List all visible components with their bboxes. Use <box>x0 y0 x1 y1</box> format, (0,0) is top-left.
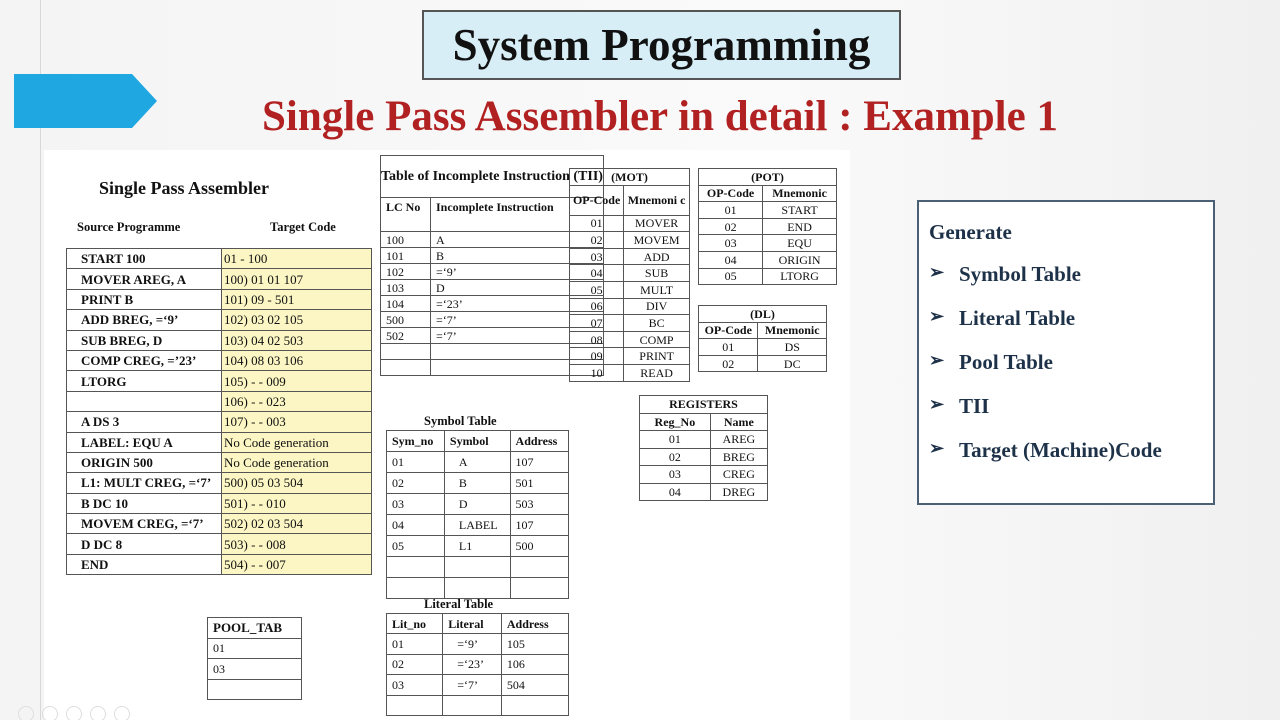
tii-row-cell: 100 <box>381 232 431 248</box>
generate-item-label: TII <box>959 394 990 418</box>
mot-row <box>570 331 690 348</box>
dl-table <box>698 305 827 372</box>
title-box <box>422 10 901 80</box>
mot-row-cell: MOVER <box>624 215 690 232</box>
generate-item <box>929 438 1162 482</box>
symbol-row-cell: 107 <box>510 515 568 536</box>
target-code: 106) - - 023 <box>222 391 372 411</box>
symbol-row-header: Symbol <box>444 431 510 452</box>
tii-row-cell: 101 <box>381 248 431 264</box>
mot-table <box>569 168 690 382</box>
symbol-row-cell: 04 <box>387 515 445 536</box>
program-row <box>67 452 372 472</box>
program-row <box>67 432 372 452</box>
pool-row <box>208 679 302 700</box>
program-row <box>67 269 372 289</box>
mot-row <box>570 248 690 265</box>
register-row <box>640 448 768 466</box>
literal-row <box>387 654 569 674</box>
mot-row <box>570 364 690 381</box>
pot-row-cell: 04 <box>699 251 763 268</box>
target-code: 102) 03 02 105 <box>222 310 372 330</box>
literal-row-cell: 105 <box>501 634 568 654</box>
tii-row-cell <box>381 344 431 360</box>
program-row <box>67 330 372 350</box>
symbol-table <box>386 430 569 599</box>
symbol-row <box>387 452 569 473</box>
literal-row-cell: 106 <box>501 654 568 674</box>
mot-col-opcode: OP-Code <box>570 185 624 215</box>
dl-row-cell: 01 <box>699 339 758 356</box>
target-code: 105) - - 009 <box>222 371 372 391</box>
symbol-row-header: Sym_no <box>387 431 445 452</box>
target-code: 502) 02 03 504 <box>222 514 372 534</box>
mot-row <box>570 281 690 298</box>
slide-subtitle: Single Pass Assembler in detail : Example 1 <box>262 93 1058 140</box>
program-row <box>67 249 372 269</box>
pool-cell: 01 <box>208 638 302 659</box>
symbol-row-cell <box>387 557 445 578</box>
program-row <box>67 514 372 534</box>
pot-row-cell: START <box>763 202 837 219</box>
mot-row-cell: 04 <box>570 265 624 282</box>
source-line: MOVER AREG, A <box>67 269 222 289</box>
registers-col-regno: Reg_No <box>640 413 711 431</box>
register-row-cell: 04 <box>640 483 711 501</box>
target-code: 103) 04 02 503 <box>222 330 372 350</box>
mot-row <box>570 348 690 365</box>
slide-title: System Programming <box>452 20 871 70</box>
symbol-row <box>387 557 569 578</box>
literal-row <box>387 634 569 654</box>
dl-row <box>699 355 827 372</box>
pot-row-cell: EQU <box>763 235 837 252</box>
generate-item-label: Pool Table <box>959 350 1053 374</box>
pot-col-opcode: OP-Code <box>699 185 763 202</box>
mot-row-cell: 08 <box>570 331 624 348</box>
literal-row <box>387 695 569 715</box>
target-heading: Target Code <box>270 220 336 234</box>
arrowhead-bullet-icon: ➢ <box>929 262 945 282</box>
registers-title: REGISTERS <box>640 396 768 414</box>
literal-row-header: Literal <box>443 614 502 634</box>
pot-row-cell: END <box>763 218 837 235</box>
register-row <box>640 483 768 501</box>
source-line: A DS 3 <box>67 412 222 432</box>
pool-table <box>207 617 302 700</box>
program-row <box>67 493 372 513</box>
symbol-row-cell: LABEL <box>444 515 510 536</box>
program-row <box>67 371 372 391</box>
symbol-row-cell: B <box>444 473 510 494</box>
register-row-cell: AREG <box>710 431 767 449</box>
target-code: 01 - 100 <box>222 249 372 269</box>
mot-row-cell: MULT <box>624 281 690 298</box>
mot-row <box>570 232 690 249</box>
source-line: L1: MULT CREG, =‘7’ <box>67 473 222 493</box>
target-code: 501) - - 010 <box>222 493 372 513</box>
symbol-row <box>387 536 569 557</box>
pot-row <box>699 202 837 219</box>
mot-row-cell: 10 <box>570 364 624 381</box>
register-row-cell: 01 <box>640 431 711 449</box>
generate-heading: Generate <box>929 220 1012 244</box>
pot-row-cell: ORIGIN <box>763 251 837 268</box>
mot-row-cell: COMP <box>624 331 690 348</box>
literal-table-title: Literal Table <box>424 597 494 611</box>
mot-row-cell: 02 <box>570 232 624 249</box>
mot-row-cell: 09 <box>570 348 624 365</box>
tii-row-cell: 104 <box>381 296 431 312</box>
tii-row-cell: =‘7’ <box>431 312 604 328</box>
dl-row-cell: 02 <box>699 355 758 372</box>
mot-row-cell: MOVEM <box>624 232 690 249</box>
pot-row-cell: 01 <box>699 202 763 219</box>
tii-row-cell: =‘7’ <box>431 328 604 344</box>
tii-row-cell: 502 <box>381 328 431 344</box>
arrowhead-bullet-icon: ➢ <box>929 306 945 326</box>
mot-row-cell: PRINT <box>624 348 690 365</box>
register-row-cell: 02 <box>640 448 711 466</box>
mot-row-cell: SUB <box>624 265 690 282</box>
slides-icon[interactable] <box>90 706 106 720</box>
register-row-cell: BREG <box>710 448 767 466</box>
tii-col-lc: LC No <box>381 198 431 232</box>
source-line: LTORG <box>67 371 222 391</box>
source-line: B DC 10 <box>67 493 222 513</box>
mot-row-cell: 01 <box>570 215 624 232</box>
mot-row-cell: 07 <box>570 315 624 332</box>
source-line: PRINT B <box>67 289 222 309</box>
symbol-row-cell: 02 <box>387 473 445 494</box>
program-row <box>67 391 372 411</box>
program-row <box>67 554 372 574</box>
register-row-cell: CREG <box>710 466 767 484</box>
literal-row-cell: 504 <box>501 675 568 695</box>
generate-item-label: Literal Table <box>959 306 1076 330</box>
symbol-row-cell: 503 <box>510 494 568 515</box>
generate-item <box>929 262 1162 306</box>
pen-icon[interactable] <box>42 706 58 720</box>
dl-col-mnemonic: Mnemonic <box>758 322 827 339</box>
mot-row-cell: ADD <box>624 248 690 265</box>
program-table <box>66 248 372 575</box>
symbol-row-cell: 107 <box>510 452 568 473</box>
target-code: 500) 05 03 504 <box>222 473 372 493</box>
generate-item-label: Target (Machine)Code <box>959 438 1162 462</box>
symbol-row-cell <box>444 578 510 599</box>
literal-row-cell <box>501 695 568 715</box>
pot-row <box>699 218 837 235</box>
symbol-row-cell <box>510 557 568 578</box>
program-row <box>67 534 372 554</box>
target-code: 100) 01 01 107 <box>222 269 372 289</box>
more-icon[interactable] <box>114 706 130 720</box>
mot-row-cell: 03 <box>570 248 624 265</box>
dl-title: (DL) <box>699 306 827 323</box>
pool-cell <box>208 679 302 700</box>
mot-row <box>570 215 690 232</box>
tii-row-cell: 103 <box>381 280 431 296</box>
literal-row-header: Lit_no <box>387 614 443 634</box>
generate-list <box>929 262 1162 482</box>
pot-col-mnemonic: Mnemonic <box>763 185 837 202</box>
generate-box <box>917 200 1215 505</box>
dl-row-cell: DC <box>758 355 827 372</box>
register-row <box>640 431 768 449</box>
source-line: COMP CREG, =’23’ <box>67 350 222 370</box>
pot-row-cell: 03 <box>699 235 763 252</box>
symbol-row-cell: 01 <box>387 452 445 473</box>
program-row <box>67 412 372 432</box>
register-row <box>640 466 768 484</box>
literal-row-cell: =‘23’ <box>443 654 502 674</box>
register-row-cell: 03 <box>640 466 711 484</box>
symbol-row-cell: 03 <box>387 494 445 515</box>
tii-col-instr: Incomplete Instruction <box>431 198 604 232</box>
mot-row <box>570 298 690 315</box>
document-image <box>44 150 850 720</box>
pot-row <box>699 251 837 268</box>
arrowhead-bullet-icon: ➢ <box>929 350 945 370</box>
mot-col-mnemonic: Mnemoni c <box>624 185 690 215</box>
tii-row-cell: =‘23’ <box>431 296 604 312</box>
tii-row-cell: A <box>431 232 604 248</box>
source-line: ORIGIN 500 <box>67 452 222 472</box>
target-code: No Code generation <box>222 452 372 472</box>
program-row <box>67 350 372 370</box>
pool-title: POOL_TAB <box>208 618 302 639</box>
mot-row <box>570 315 690 332</box>
mot-title: (MOT) <box>570 169 690 186</box>
pot-row-cell: LTORG <box>763 268 837 285</box>
registers-table <box>639 395 768 501</box>
literal-row-cell: =‘7’ <box>443 675 502 695</box>
mot-row-cell: BC <box>624 315 690 332</box>
register-row-cell: DREG <box>710 483 767 501</box>
target-code: 107) - - 003 <box>222 412 372 432</box>
mot-row-cell: 05 <box>570 281 624 298</box>
literal-row-cell <box>387 695 443 715</box>
pot-row <box>699 268 837 285</box>
symbol-row <box>387 494 569 515</box>
symbol-row-cell: 500 <box>510 536 568 557</box>
symbol-table-title: Symbol Table <box>424 414 497 428</box>
dl-row <box>699 339 827 356</box>
prev-slide-icon[interactable] <box>18 706 34 720</box>
pool-cell: 03 <box>208 659 302 680</box>
mot-row-cell: DIV <box>624 298 690 315</box>
source-heading: Source Programme <box>77 220 181 234</box>
target-code: 503) - - 008 <box>222 534 372 554</box>
source-line: D DC 8 <box>67 534 222 554</box>
generate-item <box>929 306 1162 350</box>
pot-row-cell: 05 <box>699 268 763 285</box>
pot-title: (POT) <box>699 169 837 186</box>
symbol-row-cell <box>510 578 568 599</box>
pool-row <box>208 638 302 659</box>
program-row <box>67 289 372 309</box>
tii-row-cell: B <box>431 248 604 264</box>
literal-table <box>386 613 569 716</box>
source-line: START 100 <box>67 249 222 269</box>
source-line: MOVEM CREG, =‘7’ <box>67 514 222 534</box>
source-line: END <box>67 554 222 574</box>
tii-row-cell: D <box>431 280 604 296</box>
symbol-row-header: Address <box>510 431 568 452</box>
source-line: SUB BREG, D <box>67 330 222 350</box>
source-line: LABEL: EQU A <box>67 432 222 452</box>
arrowhead-bullet-icon: ➢ <box>929 394 945 414</box>
symbol-row-cell: A <box>444 452 510 473</box>
program-row <box>67 473 372 493</box>
symbol-row-cell: 05 <box>387 536 445 557</box>
registers-col-name: Name <box>710 413 767 431</box>
tii-row-cell: =‘9’ <box>431 264 604 280</box>
mot-row <box>570 265 690 282</box>
target-code: No Code generation <box>222 432 372 452</box>
tii-title: Table of Incomplete Instruction (TII) <box>381 156 604 198</box>
mot-row-cell: READ <box>624 364 690 381</box>
source-line <box>67 391 222 411</box>
literal-row-cell: 03 <box>387 675 443 695</box>
literal-row-header: Address <box>501 614 568 634</box>
zoom-icon[interactable] <box>66 706 82 720</box>
tii-row-cell <box>381 360 431 376</box>
mot-row-cell: 06 <box>570 298 624 315</box>
arrowhead-bullet-icon: ➢ <box>929 438 945 458</box>
target-code: 504) - - 007 <box>222 554 372 574</box>
slide-controls[interactable] <box>18 706 130 720</box>
source-line: ADD BREG, =‘9’ <box>67 310 222 330</box>
pot-row-cell: 02 <box>699 218 763 235</box>
generate-item-label: Symbol Table <box>959 262 1081 286</box>
literal-row-cell: 01 <box>387 634 443 654</box>
program-row <box>67 310 372 330</box>
generate-item <box>929 350 1162 394</box>
pot-table <box>698 168 837 285</box>
symbol-row-cell: 501 <box>510 473 568 494</box>
symbol-row-cell <box>387 578 445 599</box>
spa-title: Single Pass Assembler <box>99 178 270 198</box>
symbol-row-cell: D <box>444 494 510 515</box>
symbol-row-cell: L1 <box>444 536 510 557</box>
tii-row-cell: 500 <box>381 312 431 328</box>
target-code: 101) 09 - 501 <box>222 289 372 309</box>
literal-row-cell <box>443 695 502 715</box>
target-code: 104) 08 03 106 <box>222 350 372 370</box>
pot-row <box>699 235 837 252</box>
literal-row <box>387 675 569 695</box>
symbol-row-cell <box>444 557 510 578</box>
generate-item <box>929 394 1162 438</box>
dl-col-opcode: OP-Code <box>699 322 758 339</box>
symbol-row <box>387 473 569 494</box>
symbol-row <box>387 515 569 536</box>
symbol-row <box>387 578 569 599</box>
pool-row <box>208 659 302 680</box>
literal-row-cell: =‘9’ <box>443 634 502 654</box>
tii-row-cell: 102 <box>381 264 431 280</box>
literal-row-cell: 02 <box>387 654 443 674</box>
dl-row-cell: DS <box>758 339 827 356</box>
